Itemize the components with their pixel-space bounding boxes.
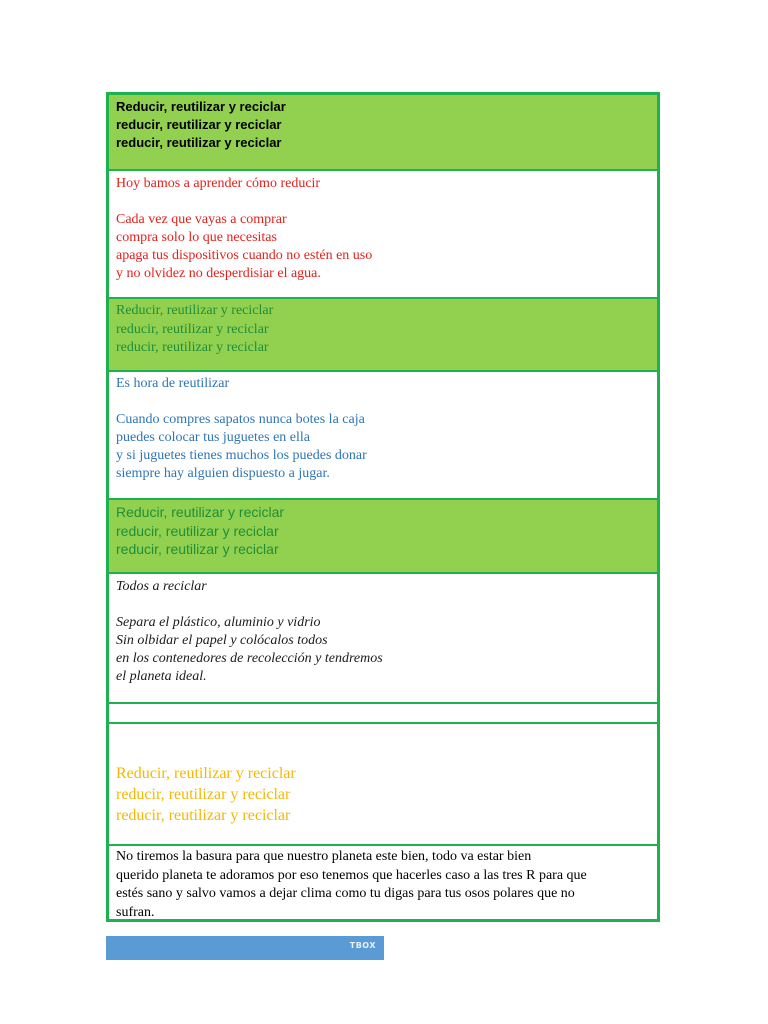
recycle-line: el planeta ideal. xyxy=(116,669,207,684)
slogan-block-green xyxy=(109,299,657,372)
spacer xyxy=(116,596,650,614)
slogan-block-sans xyxy=(109,500,657,574)
slogan-line: reducir, reutilizar y reciclar xyxy=(116,541,279,557)
recycle-line: Separa el plástico, aluminio y vidrio xyxy=(116,615,321,630)
footer-brand-label: TBOX xyxy=(349,941,376,950)
slogan-line: Reducir, reutilizar y reciclar xyxy=(116,303,274,318)
reuse-line: y si juguetes tienes muchos los puedes donar xyxy=(116,448,367,463)
spacer xyxy=(116,193,650,211)
reduce-line: apaga tus dispositivos cuando no estén en uso xyxy=(116,248,373,263)
reduce-line: y no olvidez no desperdisiar el agua. xyxy=(116,266,321,281)
slogan-line: Reducir, reutilizar y reciclar xyxy=(116,504,285,520)
slogan-line: reducir, reutilizar y reciclar xyxy=(116,786,291,803)
recycle-heading: Todos a reciclar xyxy=(116,579,207,594)
reduce-section xyxy=(109,171,657,299)
closing-paragraph xyxy=(109,846,657,919)
slogan-line: reducir, reutilizar y reciclar xyxy=(116,522,279,539)
reduce-line: compra solo lo que necesitas xyxy=(116,230,277,245)
closing-line: No tiremos la basura para que nuestro planeta este bien, todo va estar bien xyxy=(116,849,532,864)
slogan-block-bold xyxy=(109,95,657,171)
document-table xyxy=(106,92,660,922)
recycle-line: en los contenedores de recolección y tendremos xyxy=(116,651,383,666)
slogan-line: reducir, reutilizar y reciclar xyxy=(116,321,269,337)
footer-bar xyxy=(106,936,384,960)
slogan-line: Reducir, reutilizar y reciclar xyxy=(116,99,286,114)
reuse-line: Cuando compres sapatos nunca botes la caja xyxy=(116,412,365,427)
reduce-line: Cada vez que vayas a comprar xyxy=(116,212,287,227)
slogan-line: reducir, reutilizar y reciclar xyxy=(116,340,269,355)
recycle-section xyxy=(109,574,657,704)
reuse-heading: Es hora de reutilizar xyxy=(116,376,230,391)
closing-line: sufran. xyxy=(116,904,155,920)
reuse-line: puedes colocar tus juguetes en ella xyxy=(116,430,310,445)
reuse-section xyxy=(109,372,657,500)
slogan-line: reducir, reutilizar y reciclar xyxy=(116,807,291,824)
closing-line: querido planeta te adoramos por eso tenemos que hacerles caso a las tres R para que xyxy=(116,867,587,883)
reduce-heading: Hoy bamos a aprender cómo reducir xyxy=(116,176,321,191)
recycle-line: Sin olbidar el papel y colócalos todos xyxy=(116,633,328,648)
slogan-line: reducir, reutilizar y reciclar xyxy=(116,135,282,150)
closing-line: estés sano y salvo vamos a dejar clima como tu digas para tus osos polares que no xyxy=(116,886,575,901)
slogan-line: Reducir, reutilizar y reciclar xyxy=(116,765,296,782)
slogan-line: reducir, reutilizar y reciclar xyxy=(116,117,282,132)
slogan-block-yellow xyxy=(109,724,657,846)
empty-row xyxy=(109,704,657,724)
reuse-line: siempre hay alguien dispuesto a jugar. xyxy=(116,466,330,481)
spacer xyxy=(116,393,650,411)
